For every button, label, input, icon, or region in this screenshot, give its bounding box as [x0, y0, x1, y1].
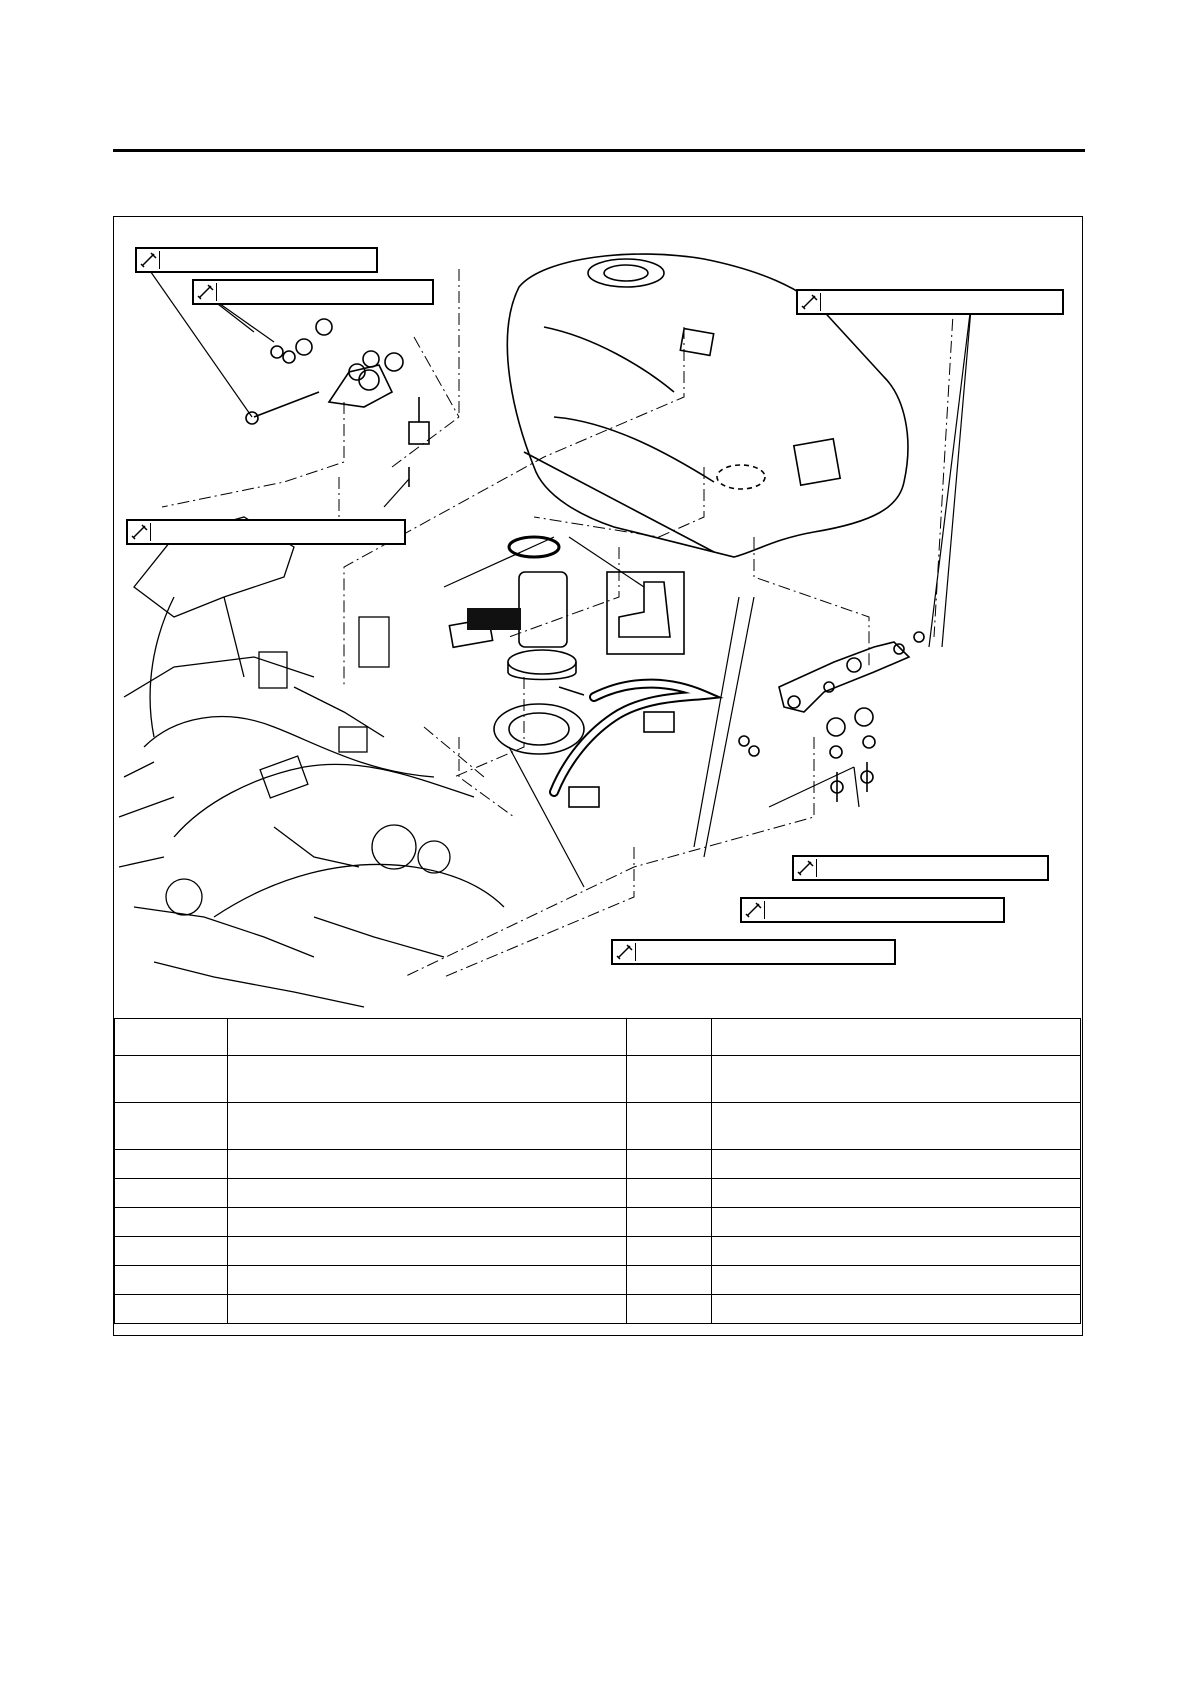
fuel-pump-gasket [494, 704, 584, 754]
qty-cell [627, 1056, 712, 1103]
job-cell [227, 1179, 627, 1208]
table-row [115, 1208, 1081, 1237]
table-row [115, 1237, 1081, 1266]
table-row [115, 1179, 1081, 1208]
torque-box-2 [192, 279, 434, 305]
remarks-cell [712, 1237, 1081, 1266]
torque-box-7 [611, 939, 896, 965]
table-row [115, 1103, 1081, 1150]
qty-cell [627, 1237, 712, 1266]
new-part-marker [467, 608, 521, 630]
exploded-view-frame [113, 216, 1083, 1336]
table-row [115, 1019, 1081, 1056]
torque-wrench-icon [139, 251, 160, 269]
job-cell [227, 1295, 627, 1324]
order-cell [115, 1266, 228, 1295]
fuel-pump-assembly [449, 572, 584, 695]
table-row [115, 1266, 1081, 1295]
motorcycle-frame-section [119, 517, 504, 1007]
job-cell [227, 1237, 627, 1266]
order-cell [115, 1237, 228, 1266]
qty-cell [627, 1266, 712, 1295]
torque-wrench-icon [615, 943, 636, 961]
torque-wrench-icon [130, 523, 151, 541]
qty-cell [627, 1295, 712, 1324]
torque-box-1 [135, 247, 378, 273]
fuel-tank-cap [588, 259, 664, 287]
bolt-set-top-left [246, 319, 429, 487]
torque-box-5 [792, 855, 1049, 881]
remarks-cell [712, 1295, 1081, 1324]
torque-box-4 [126, 519, 406, 545]
new-part-label [467, 608, 521, 614]
header-rule [113, 149, 1085, 152]
remarks-cell [712, 1056, 1081, 1103]
qty-cell [627, 1150, 712, 1179]
torque-wrench-icon [196, 283, 217, 301]
remarks-cell [712, 1103, 1081, 1150]
table-row [115, 1056, 1081, 1103]
tank-bracket-right [739, 632, 924, 802]
job-cell [227, 1019, 627, 1056]
order-cell [115, 1208, 228, 1237]
job-cell [227, 1150, 627, 1179]
torque-wrench-icon [796, 859, 817, 877]
order-cell [115, 1295, 228, 1324]
order-cell [115, 1056, 228, 1103]
order-cell [115, 1150, 228, 1179]
torque-box-6 [740, 897, 1005, 923]
remarks-cell [712, 1266, 1081, 1295]
parts-table [114, 1018, 1081, 1324]
order-cell [115, 1103, 228, 1150]
remarks-cell [712, 1150, 1081, 1179]
table-row [115, 1150, 1081, 1179]
job-cell [227, 1208, 627, 1237]
order-cell [115, 1179, 228, 1208]
torque-wrench-icon [800, 293, 821, 311]
qty-cell [627, 1208, 712, 1237]
job-cell [227, 1103, 627, 1150]
qty-cell [627, 1103, 712, 1150]
detail-callout-box [607, 572, 684, 654]
remarks-cell [712, 1208, 1081, 1237]
remarks-cell [712, 1019, 1081, 1056]
torque-box-3 [796, 289, 1064, 315]
o-ring [509, 537, 559, 557]
remarks-cell [712, 1179, 1081, 1208]
qty-cell [627, 1179, 712, 1208]
torque-wrench-icon [744, 901, 765, 919]
qty-cell [627, 1019, 712, 1056]
order-cell [115, 1019, 228, 1056]
job-cell [227, 1056, 627, 1103]
table-row [115, 1295, 1081, 1324]
job-cell [227, 1266, 627, 1295]
